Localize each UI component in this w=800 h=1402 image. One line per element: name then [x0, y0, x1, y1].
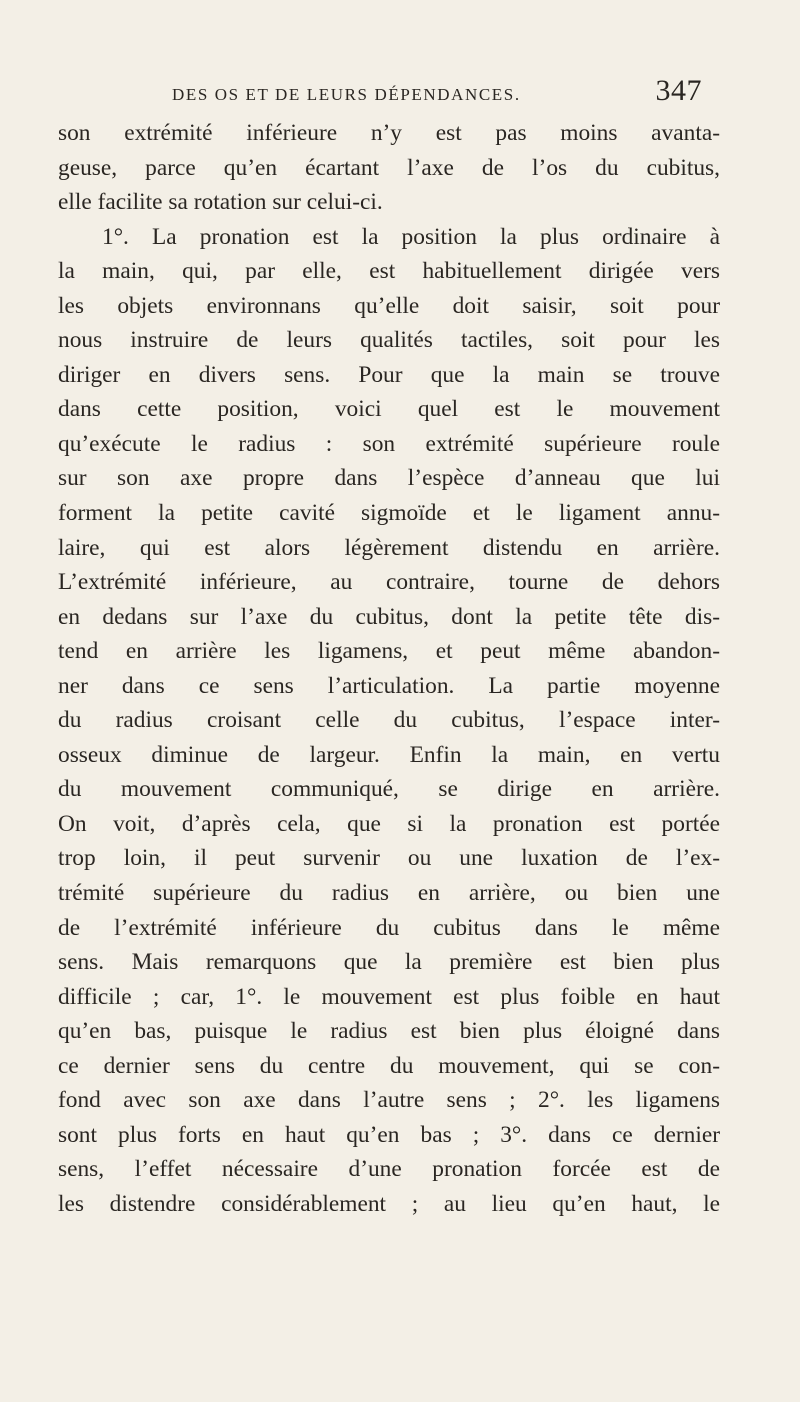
text-line: nous instruire de leurs qualités tactiles, soit pour les: [58, 327, 720, 354]
text-line: diriger en divers sens. Pour que la main se trouve: [58, 361, 720, 388]
text-line: ce dernier sens du centre du mouvement, qui se con-: [58, 1052, 720, 1079]
text-line: difficile ; car, 1°. le mouvement est plus foible en haut: [58, 983, 720, 1010]
text-line: les objets environnans qu’elle doit saisir, soit pour: [58, 292, 720, 319]
text-line: la main, qui, par elle, est habituellement dirigée vers: [58, 258, 720, 285]
text-line: sont plus forts en haut qu’en bas ; 3°. dans ce dernier: [58, 1121, 720, 1148]
text-line: forment la petite cavité sigmoïde et le ligament annu-: [58, 500, 720, 527]
text-line: osseux diminue de largeur. Enfin la main, en vertu: [58, 741, 720, 768]
body-text: [58, 116, 720, 1222]
text-line: son extrémité inférieure n’y est pas moins avanta-: [58, 120, 720, 146]
text-line: trop loin, il peut survenir ou une luxation de l’ex-: [58, 845, 720, 872]
text-line: les distendre considérablement ; au lieu qu’en haut, le: [58, 1190, 720, 1217]
text-line: de l’extrémité inférieure du cubitus dans le même: [58, 914, 720, 941]
text-line: On voit, d’après cela, que si la pronation est portée: [58, 810, 720, 837]
text-line: du mouvement communiqué, se dirige en arrière.: [58, 776, 720, 803]
text-line: L’extrémité inférieure, au contraire, tourne de dehors: [58, 569, 720, 596]
text-line: sens. Mais remarquons que la première est bien plus: [58, 949, 720, 976]
text-line: en dedans sur l’axe du cubitus, dont la petite tête dis-: [58, 603, 720, 630]
text-line: tend en arrière les ligamens, et peut même abandon-: [58, 638, 720, 665]
text-line: trémité supérieure du radius en arrière, ou bien une: [58, 880, 720, 907]
text-line: ner dans ce sens l’articulation. La partie moyenne: [58, 672, 720, 699]
text-line: qu’exécute le radius : son extrémité supérieure roule: [58, 430, 720, 457]
text-line: fond avec son axe dans l’autre sens ; 2°. les ligamens: [58, 1087, 720, 1114]
page-number: 347: [655, 74, 702, 107]
text-line: qu’en bas, puisque le radius est bien plus éloigné dans: [58, 1018, 720, 1045]
running-header: [172, 74, 702, 114]
text-line: dans cette position, voici quel est le mouvement: [58, 396, 720, 423]
text-line: sens, l’effet nécessaire d’une pronation forcée est de: [58, 1156, 720, 1183]
text-line: elle facilite sa rotation sur celui-ci.: [58, 189, 383, 216]
text-line: laire, qui est alors légèrement distendu en arrière.: [58, 534, 720, 561]
text-line: sur son axe propre dans l’espèce d’anneau que lui: [58, 465, 720, 492]
running-header-title: DES OS ET DE LEURS DÉPENDANCES.: [172, 85, 521, 104]
text-line: du radius croisant celle du cubitus, l’espace inter-: [58, 707, 720, 734]
text-line: geuse, parce qu’en écartant l’axe de l’os du cubitus,: [58, 154, 720, 181]
text-line: 1°. La pronation est la position la plus ordinaire à: [102, 223, 720, 250]
